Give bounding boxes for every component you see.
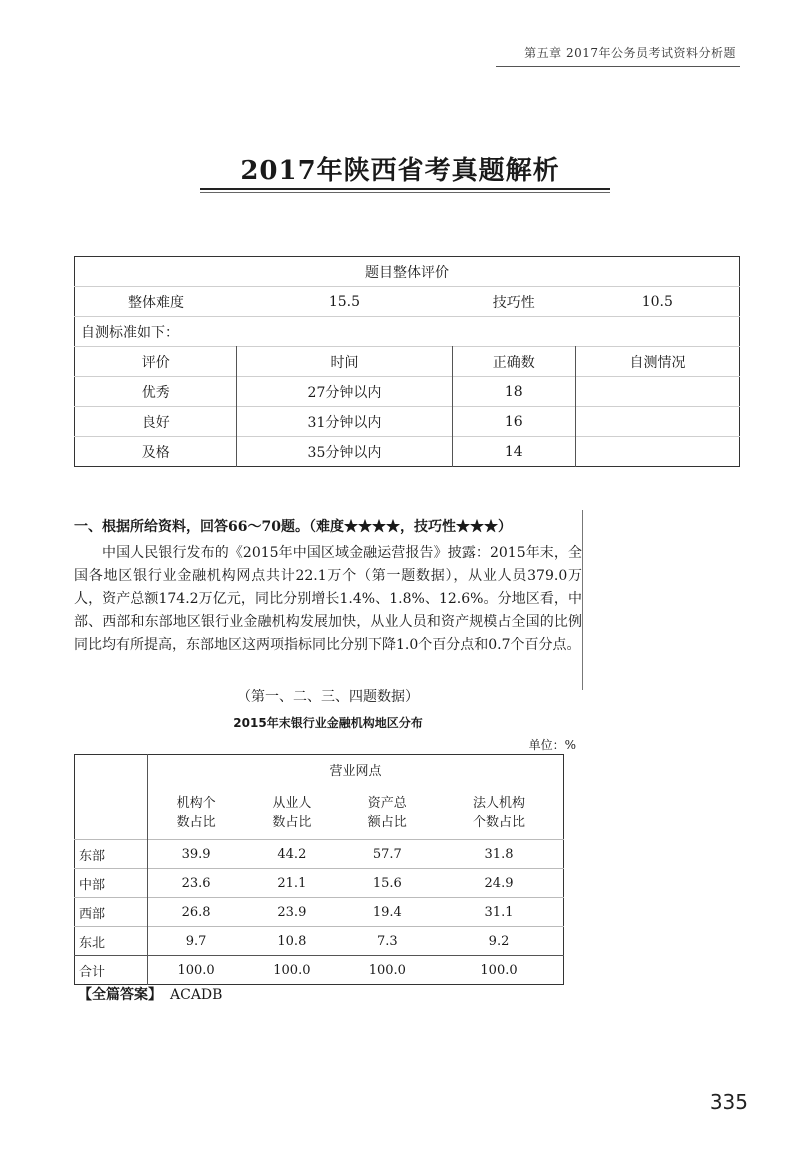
col-correct-header: 正确数 <box>452 347 576 377</box>
self-cell[interactable] <box>576 377 740 407</box>
value-cell: 100.0 <box>435 956 563 985</box>
text-column-rule <box>582 510 583 690</box>
page-number: 335 <box>709 1090 748 1114</box>
value-cell: 21.1 <box>244 869 339 898</box>
evaluation-heading: 题目整体评价 <box>365 264 449 281</box>
title-underline-thin <box>200 192 610 193</box>
data-usage-caption: （第一、二、三、四题数据） <box>237 689 419 705</box>
region-cell: 西部 <box>75 898 148 927</box>
value-cell: 100.0 <box>340 956 435 985</box>
table-row <box>75 927 564 956</box>
table-row <box>75 898 564 927</box>
value-cell: 9.7 <box>148 927 245 956</box>
corner-cell <box>75 755 148 840</box>
question-section-heading: 一、根据所给资料，回答66～70题。（难度★★★★，技巧性★★★） <box>74 519 512 535</box>
correct-cell: 14 <box>452 437 576 467</box>
correct-cell: 18 <box>452 377 576 407</box>
value-cell: 100.0 <box>244 956 339 985</box>
header-rule <box>496 66 740 67</box>
value-cell: 44.2 <box>244 840 339 869</box>
region-cell: 中部 <box>75 869 148 898</box>
material-paragraph: 中国人民银行发布的《2015年中国区域金融运营报告》披露：2015年末，全国各地区银行业金融机构网点共计22.1万个（第一题数据），从业人员379.0万人，资产总额174.2万亿元，同比分别增长1.4%、1.8%、12.6%。分地区看，中部、西部和东部地区银行业金融机构发展加快，从业人员和资产规模占全国的比例同比均有所提高，东部地区这两项指标同比分别下降1.0个百分点和0.7个百分点。 <box>74 545 582 653</box>
time-cell: 27分钟以内 <box>237 377 452 407</box>
difficulty-value: 15.5 <box>237 287 452 317</box>
table-row <box>75 840 564 869</box>
table-row-total <box>75 956 564 985</box>
group-header: 营业网点 <box>329 763 382 779</box>
region-cell: 东部 <box>75 840 148 869</box>
skill-value: 10.5 <box>576 287 740 317</box>
distribution-table <box>74 754 564 985</box>
answer-label: 【全篇答案】 <box>78 987 162 1003</box>
self-cell[interactable] <box>576 437 740 467</box>
correct-cell: 16 <box>452 407 576 437</box>
region-cell: 合计 <box>75 956 148 985</box>
time-cell: 35分钟以内 <box>237 437 452 467</box>
skill-label: 技巧性 <box>452 287 576 317</box>
evaluation-table <box>74 256 740 467</box>
value-cell: 57.7 <box>340 840 435 869</box>
grade-cell: 及格 <box>75 437 237 467</box>
evaluation-row <box>75 437 740 467</box>
col-self-header: 自测情况 <box>576 347 740 377</box>
value-cell: 24.9 <box>435 869 563 898</box>
self-cell[interactable] <box>576 407 740 437</box>
answer-value: ACADB <box>170 987 223 1003</box>
value-cell: 23.9 <box>244 898 339 927</box>
grade-cell: 优秀 <box>75 377 237 407</box>
evaluation-row <box>75 377 740 407</box>
col-grade-header: 评价 <box>75 347 237 377</box>
value-cell: 39.9 <box>148 840 245 869</box>
column-header: 法人机构 个数占比 <box>473 796 526 830</box>
grade-cell: 良好 <box>75 407 237 437</box>
region-cell: 东北 <box>75 927 148 956</box>
value-cell: 23.6 <box>148 869 245 898</box>
column-header: 机构个 数占比 <box>176 796 216 830</box>
title-underline <box>200 188 610 190</box>
value-cell: 19.4 <box>340 898 435 927</box>
value-cell: 100.0 <box>148 956 245 985</box>
difficulty-label: 整体难度 <box>75 287 237 317</box>
self-test-note: 自测标准如下： <box>75 317 740 347</box>
running-header: 第五章 2017年公务员考试资料分析题 <box>524 46 736 60</box>
time-cell: 31分钟以内 <box>237 407 452 437</box>
unit-label: 单位：% <box>528 738 576 752</box>
evaluation-row <box>75 407 740 437</box>
value-cell: 31.8 <box>435 840 563 869</box>
value-cell: 10.8 <box>244 927 339 956</box>
column-header: 资产总 额占比 <box>367 796 407 830</box>
table-title: 2015年末银行业金融机构地区分布 <box>233 716 423 730</box>
col-time-header: 时间 <box>237 347 452 377</box>
table-row <box>75 869 564 898</box>
value-cell: 9.2 <box>435 927 563 956</box>
value-cell: 7.3 <box>340 927 435 956</box>
value-cell: 26.8 <box>148 898 245 927</box>
page-title: 2017年陕西省考真题解析 <box>240 156 560 186</box>
value-cell: 15.6 <box>340 869 435 898</box>
answer-line <box>78 984 222 1004</box>
value-cell: 31.1 <box>435 898 563 927</box>
column-header: 从业人 数占比 <box>272 796 312 830</box>
